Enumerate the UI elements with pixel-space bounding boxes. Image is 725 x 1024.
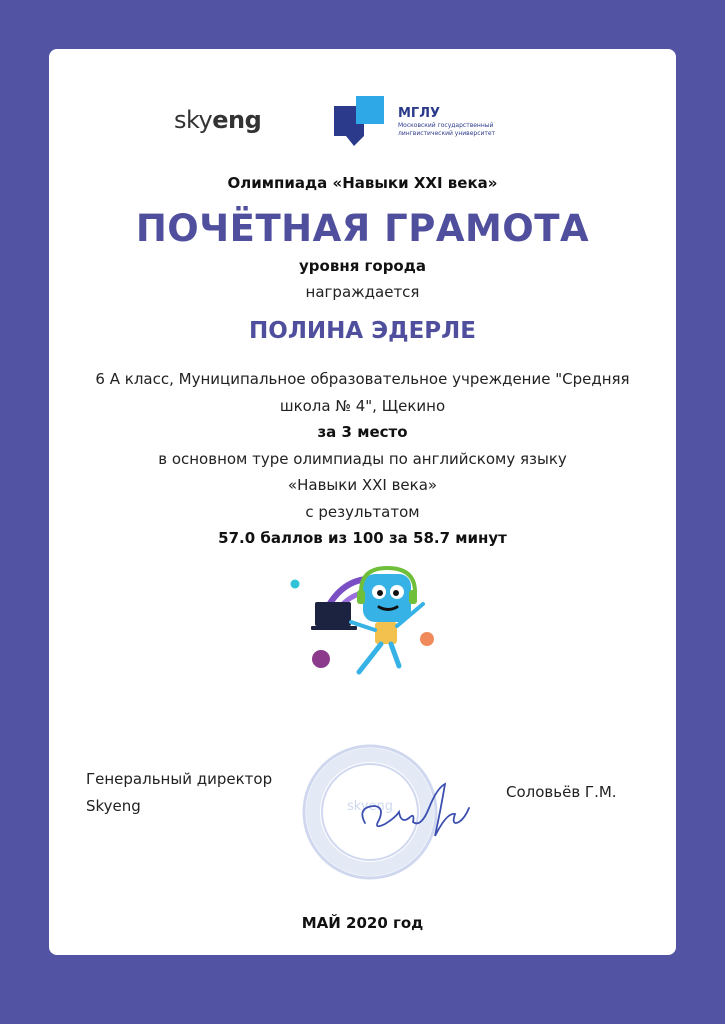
mglu-logo-icon	[332, 96, 388, 146]
olympiad-name-quoted: «Навыки XXI века»	[287, 476, 438, 494]
details-block	[80, 366, 645, 552]
skyeng-logo: skyeng	[174, 106, 262, 134]
result-value: 57.0 баллов из 100 за 58.7 минут	[218, 529, 507, 547]
logos-row	[174, 96, 514, 146]
director-company: Skyeng	[86, 797, 141, 815]
result-label: с результатом	[305, 502, 420, 521]
tour-text: в основном туре олимпиады по английскому языку	[158, 449, 567, 468]
school-line-1: 6 А класс, Муниципальное образовательное учреждение "Средняя	[95, 370, 630, 388]
signer-name: Соловьёв Г.М.	[506, 783, 617, 801]
olympiad-name: Олимпиада «Навыки XXI века»	[227, 174, 498, 192]
svg-text:skyeng: skyeng	[346, 799, 394, 814]
school-line-2: школа № 4", Щекино	[279, 396, 446, 415]
mglu-name: МГЛУ	[398, 106, 441, 121]
awarded-text: награждается	[305, 283, 420, 301]
mglu-subtitle: Московский государственный лингвистический университет	[398, 122, 496, 137]
director-block	[86, 766, 272, 820]
mascot-illustration-icon	[285, 552, 440, 682]
level-text: уровня города	[299, 257, 426, 275]
place-text: за 3 место	[317, 423, 408, 441]
recipient-name: ПОЛИНА ЭДЕРЛЕ	[249, 318, 476, 344]
certificate-title: ПОЧЁТНАЯ ГРАМОТА	[135, 207, 590, 250]
director-title: Генеральный директор	[86, 770, 273, 788]
signature-icon	[355, 778, 475, 848]
certificate-date: МАЙ 2020 год	[301, 914, 424, 932]
